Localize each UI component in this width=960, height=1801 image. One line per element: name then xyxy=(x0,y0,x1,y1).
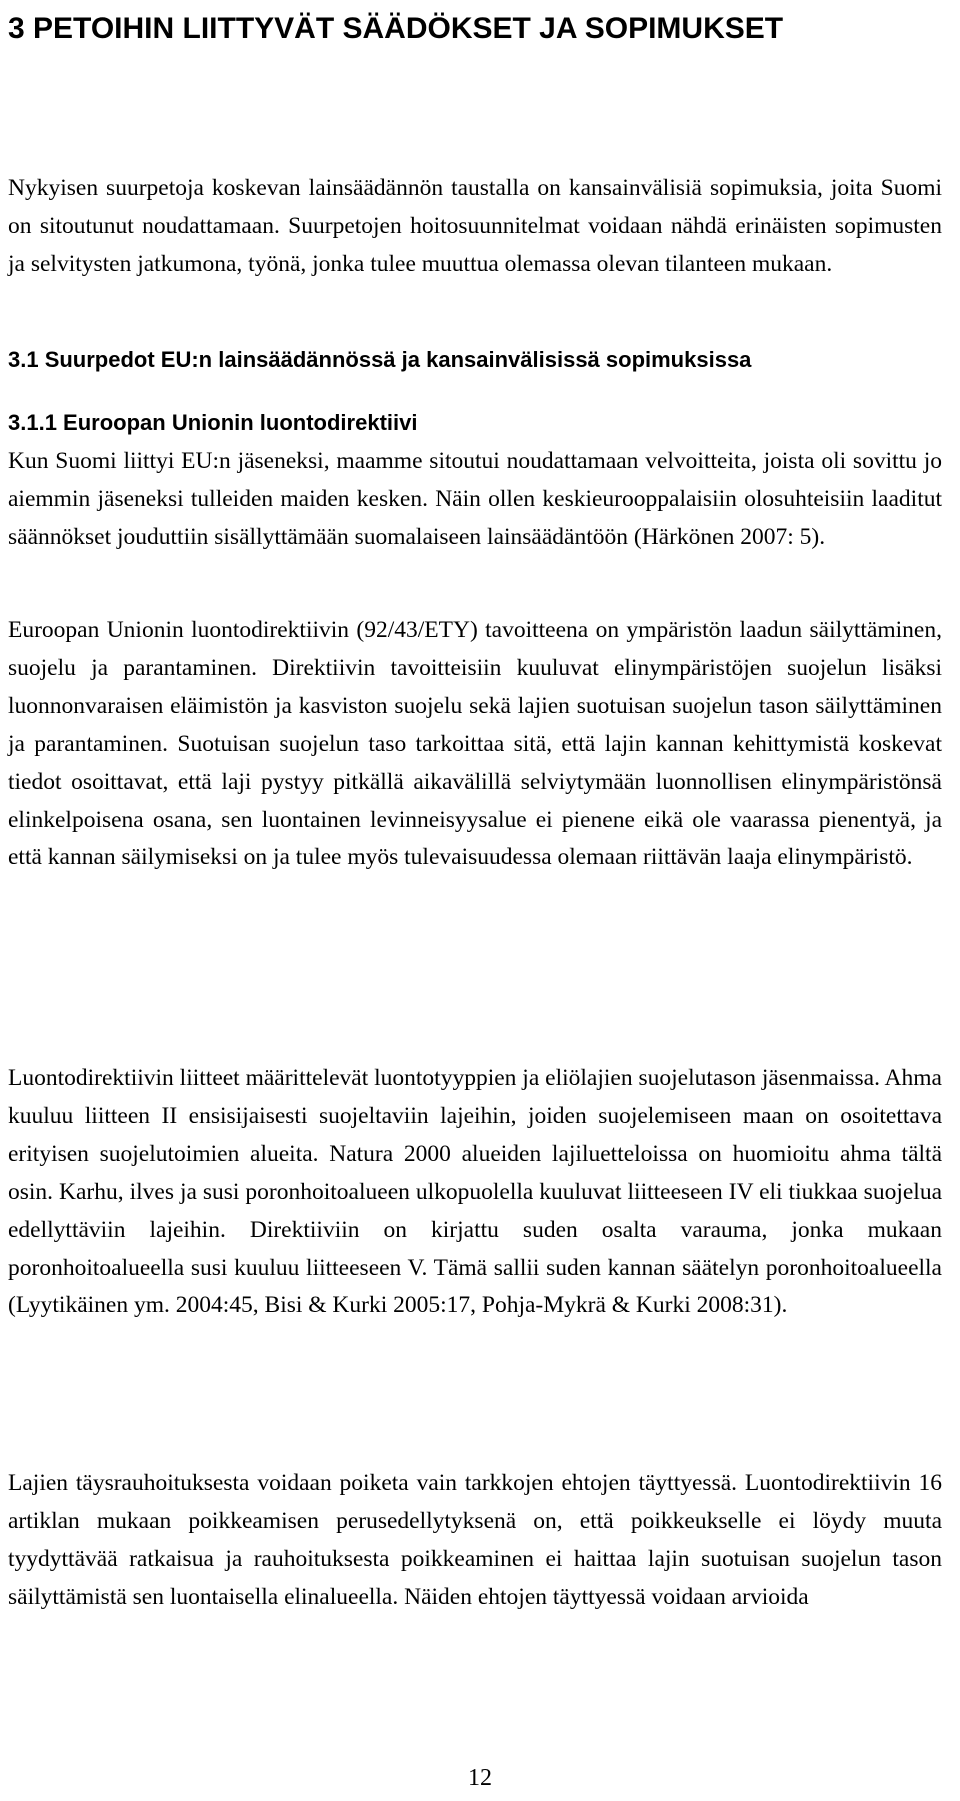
paragraph-directive-annexes: Luontodirektiivin liitteet määrittelevät luontotyyppien ja eliölajien suojelutason jäsenmaissa. Ahma kuuluu liitteen II ensisijaisesti suojeltaviin lajeihin, joiden suojelemiseen maan on osoitettava erityisen suojelutoimien alueita. Natura 2000 alueiden lajiluetteloissa on huomioitu ahma tältä osin. Karhu, ilves ja susi poronhoitoalueen ulkopuolella kuuluvat liitteeseen IV eli tiukkaa suojelua edellyttäviin lajeihin. Direktiiviin on kirjattu suden osalta varauma, jonka mukaan poronhoitoalueella susi kuuluu liitteeseen V. Tämä sallii suden kannan säätelyn poronhoitoalueella (Lyytikäinen ym. 2004:45, Bisi & Kurki 2005:17, Pohja-Mykrä & Kurki 2008:31). xyxy=(8,1065,942,1319)
paragraph-habitats-directive: Euroopan Unionin luontodirektiivin (92/43/ETY) tavoitteena on ympäristön laadun säilyttäminen, suojelu ja parantaminen. Direktiivin tavoitteisiin kuuluvat elinympäristöjen suojelun lisäksi luonnonvaraisen eläimistön ja kasviston suojelu sekä lajien suotuisan suojelun tason säilyttäminen ja parantaminen. Suotuisan suojelun taso tarkoittaa sitä, että lajin kannan kehittymistä koskevat tiedot osoittavat, että laji pystyy pitkällä aikavälillä selviytymään luonnollisen elinympäristönsä elinkelpoisena osana, sen luontainen levinneisyysalue ei pienene eikä ole vaarassa pienentyä, ja että kannan säilymiseksi on ja tulee myös tulevaisuudessa olemaan riittävän laaja elinympäristö. xyxy=(8,617,942,871)
page-number: 12 xyxy=(468,1765,492,1791)
chapter-heading: 3 PETOIHIN LIITTYVÄT SÄÄDÖKSET JA SOPIMUKSET xyxy=(8,12,784,45)
intro-paragraph: Nykyisen suurpetoja koskevan lainsäädännön taustalla on kansainvälisiä sopimuksia, joita Suomi on sitoutunut noudattamaan. Suurpetojen hoitosuunnitelmat voidaan nähdä erinäisten sopimusten ja selvitysten jatkumona, työnä, jonka tulee muuttua olemassa olevan tilanteen mukaan. xyxy=(8,175,942,277)
paragraph-derogations: Lajien täysrauhoituksesta voidaan poiketa vain tarkkojen ehtojen täyttyessä. Luontodirektiivin 16 artiklan mukaan poikkeamisen perusedellytyksenä on, että poikkeukselle ei löydy muuta tyydyttävää ratkaisua ja rauhoituksesta poikkeaminen ei haittaa lajin suotuisan suojelun tason säilyttämistä sen luontaisella elinalueella. Näiden ehtojen täyttyessä voidaan arvioida xyxy=(8,1470,942,1610)
section-heading-3-1: 3.1 Suurpedot EU:n lainsäädännössä ja kansainvälisissä sopimuksissa xyxy=(8,347,752,372)
section-heading-3-1-1: 3.1.1 Euroopan Unionin luontodirektiivi xyxy=(8,410,418,435)
paragraph-eu-membership: Kun Suomi liittyi EU:n jäseneksi, maamme sitoutui noudattamaan velvoitteita, joista oli sovittu jo aiemmin jäseneksi tulleiden maiden kesken. Näin ollen keskieurooppalaisiin olosuhteisiin laaditut säännökset jouduttiin sisällyttämään suomalaiseen lainsäädäntöön (Härkönen 2007: 5). xyxy=(8,448,942,550)
